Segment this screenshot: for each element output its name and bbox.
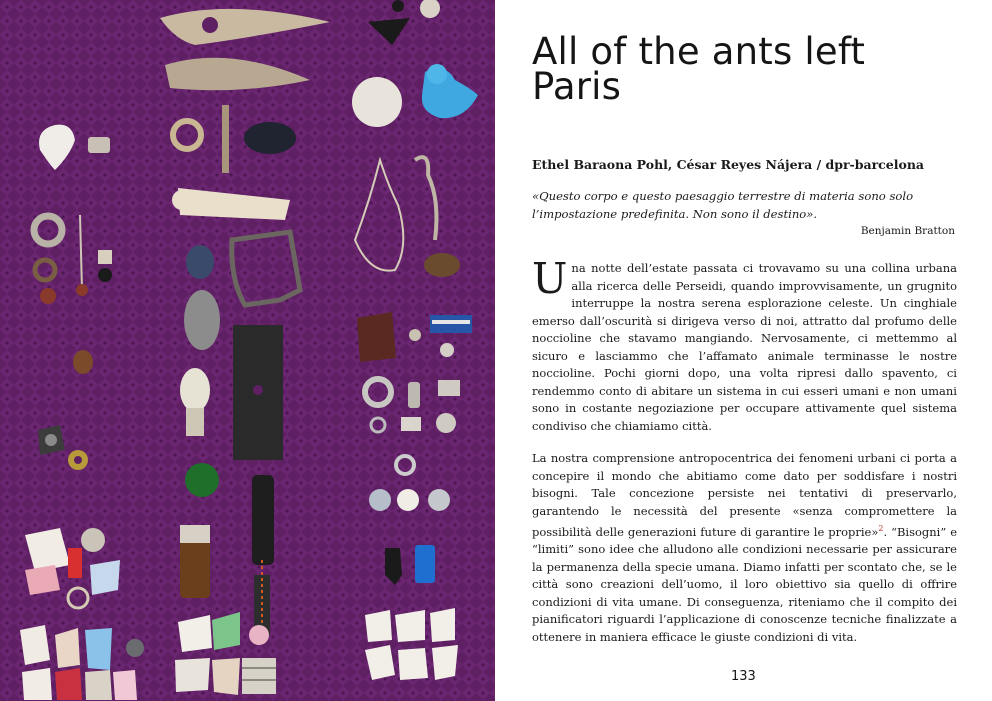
paragraph-1-text: na notte dell’estate passata ci trovavamo su una collina urbana alla ricerca delle Perseidi, quando improvvisamente, un grugnito interruppe la nostra serena esplorazione celeste. Un cinghiale emerso dall’oscurità si dirigeva verso di noi, attratto dal profumo delle noccioline che stavamo mangiando. Nervosamente, ci mettemmo al sicuro e lasciammo che l’affamato animale terminasse le nostre noccioline. Pochi giorni dopo, una volta ripresi dallo spavento, ci rendemmo conto di abitare un sistema in cui esseri umani e non umani sono in costante negoziazione per occupare attivamente quel sistema condiviso che chiamiamo città. xyxy=(532,261,957,433)
drop-cap: U xyxy=(532,254,568,303)
title-line-1: All of the ants left xyxy=(532,30,866,73)
footnote-marker[interactable]: 2 xyxy=(878,524,884,533)
paragraph-1 xyxy=(532,254,957,435)
paragraph-2 xyxy=(532,450,957,646)
article-page xyxy=(495,0,992,701)
epigraph-author: Benjamin Bratton xyxy=(860,225,955,237)
page-number: 133 xyxy=(731,669,756,684)
article-title xyxy=(532,30,972,108)
paragraph-2-text-a: La nostra comprensione antropocentrica dei fenomeni urbani ci porta a concepire il mondo che abitiamo come dato per soddisfare i nostri bisogni. Tale concezione persiste nei tentativi di preservarlo, garantendo le necessità del presente «senza compromettere la possibilità delle generazioni future di garantire le proprie» xyxy=(532,451,957,539)
article-authors: Ethel Baraona Pohl, César Reyes Nájera / dpr-barcelona xyxy=(532,157,925,172)
paragraph-2-text-b: . “Bisogni” e “limiti” sono idee che alludono alle condizioni necessarie per assicurare la permanenza della specie umana. Diamo infatti per scontato che, se le città sono creazioni dell’uomo, il loro obiettivo sia quello di offrire condizioni di vita umane. Di conseguenza, riteniamo che il compito dei pianificatori riguardi l’applicazione di conoscenze tecniche finalizzate a ottenere in maniera efficace le giuste condizioni di vita. xyxy=(532,524,957,644)
objects-photo xyxy=(0,0,495,701)
title-line-2: Paris xyxy=(532,65,622,108)
epigraph-quote: «Questo corpo e questo paesaggio terrestre di materia sono solo l’impostazione predefinita. Non sono il destino». xyxy=(532,189,914,221)
